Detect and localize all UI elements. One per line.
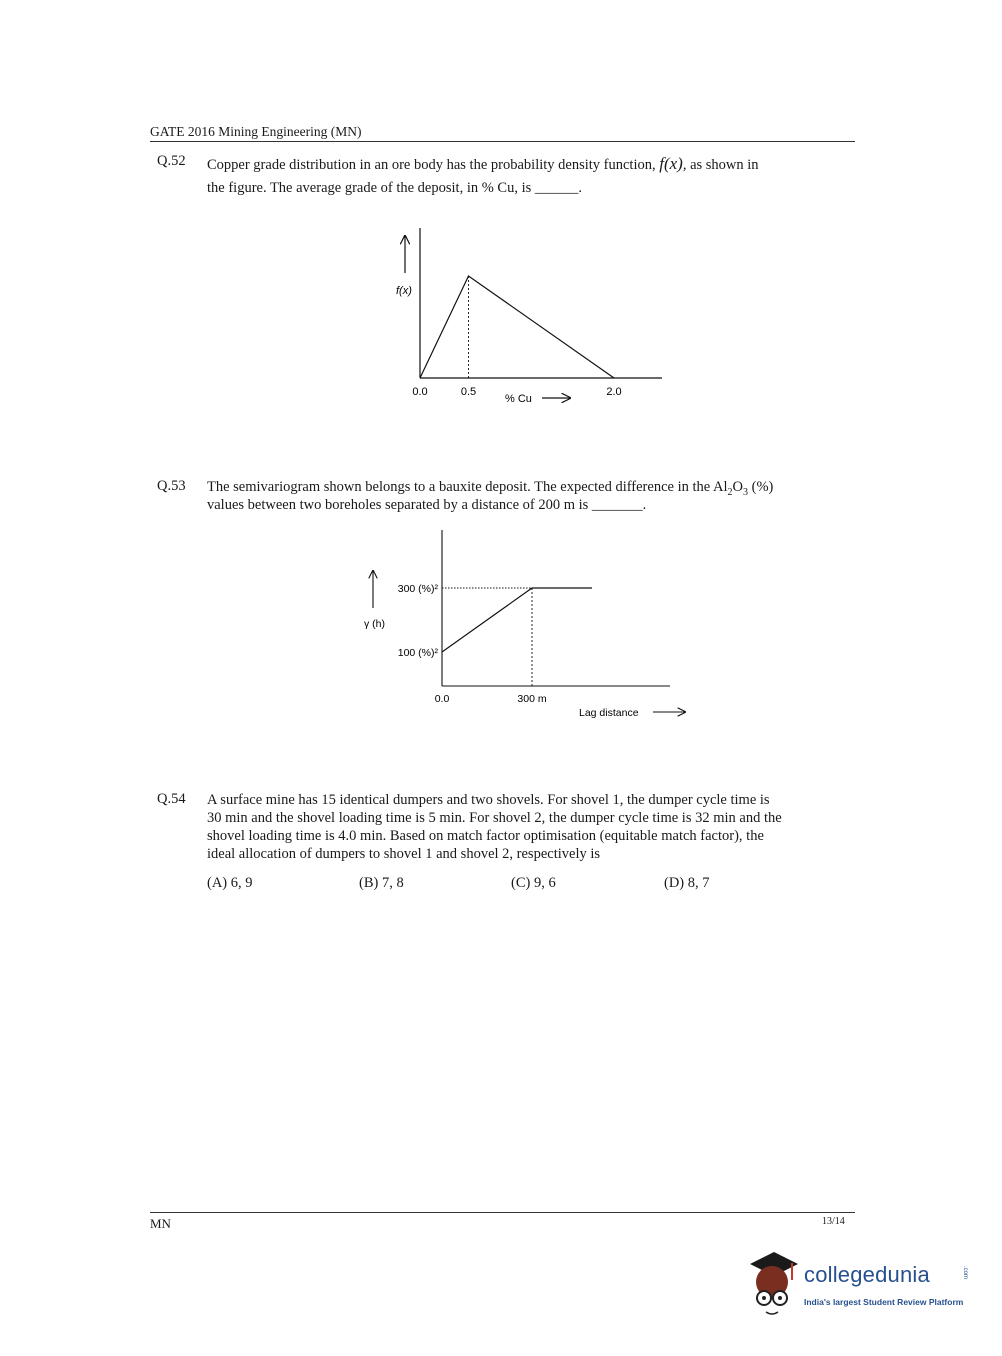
x-tick-label: 2.0 <box>606 386 622 398</box>
x-axis-label: % Cu <box>505 393 532 405</box>
y-axis-label: γ (h) <box>364 618 385 630</box>
option-d: (D) 8, 7 <box>664 875 710 891</box>
semivariogram-chart <box>355 525 700 725</box>
logo-tagline: India's largest Student Review Platform <box>804 1297 964 1307</box>
question-54-line1: A surface mine has 15 identical dumpers and two shovels. For shovel 1, the dumper cycle time is <box>207 792 770 808</box>
logo-com-suffix: .com <box>962 1266 968 1280</box>
logo-wordmark: collegedunia <box>804 1262 930 1287</box>
option-c: (C) 9, 6 <box>511 875 556 891</box>
question-54-line2: 30 min and the shovel loading time is 5 min. For shovel 2, the dumper cycle time is 32 min and the <box>207 810 782 826</box>
x-tick-label: 0.0 <box>412 386 428 398</box>
semivariogram-series-line <box>442 588 592 652</box>
pdf-series-line <box>420 276 614 378</box>
question-52-text-a: Copper grade distribution in an ore body has the probability density function, <box>207 157 656 173</box>
y-tick-label: 100 (%)² <box>397 647 438 659</box>
x-axis-label: Lag distance <box>579 707 639 719</box>
question-53-text-c: (%) <box>748 479 774 495</box>
y-tick-label: 300 (%)² <box>397 583 438 595</box>
footer-page-number: 13/14 <box>822 1216 845 1227</box>
footer-subject-code: MN <box>150 1216 171 1231</box>
header-divider <box>150 141 855 142</box>
option-b: (B) 7, 8 <box>359 875 404 891</box>
question-53-sub-a: 2 <box>727 486 733 498</box>
question-53-text-b: O <box>732 479 743 495</box>
question-53-line2: values between two boreholes separated by a distance of 200 m is _______. <box>207 497 647 513</box>
question-number-53: Q.53 <box>157 478 186 494</box>
question-52-text-b: , as shown in <box>682 157 759 173</box>
pdf-chart <box>380 228 680 413</box>
y-axis-label: f(x) <box>396 285 412 297</box>
question-52-line1 <box>207 155 847 174</box>
option-a: (A) 6, 9 <box>207 875 253 891</box>
footer-divider <box>150 1212 855 1213</box>
question-52-line2: the figure. The average grade of the deposit, in % Cu, is ______. <box>207 180 583 196</box>
question-number-54: Q.54 <box>157 791 186 807</box>
x-tick-label: 0.5 <box>460 386 477 398</box>
question-54-line4: ideal allocation of dumpers to shovel 1 and shovel 2, respectively is <box>207 846 601 862</box>
page-header-title: GATE 2016 Mining Engineering (MN) <box>150 124 362 139</box>
question-53-text-a: The semivariogram shown belongs to a bauxite deposit. The expected difference in the Al <box>207 479 728 495</box>
question-52-function: f(x) <box>659 154 683 173</box>
x-tick-label: 0.0 <box>434 693 450 705</box>
question-54-line3: shovel loading time is 4.0 min. Based on match factor optimisation (equitable match factor), the <box>207 828 764 844</box>
question-53-sub-b: 3 <box>743 486 748 498</box>
question-number-52: Q.52 <box>157 153 186 169</box>
x-tick-label: 300 m <box>517 693 547 705</box>
collegedunia-mascot-icon <box>744 1250 804 1320</box>
